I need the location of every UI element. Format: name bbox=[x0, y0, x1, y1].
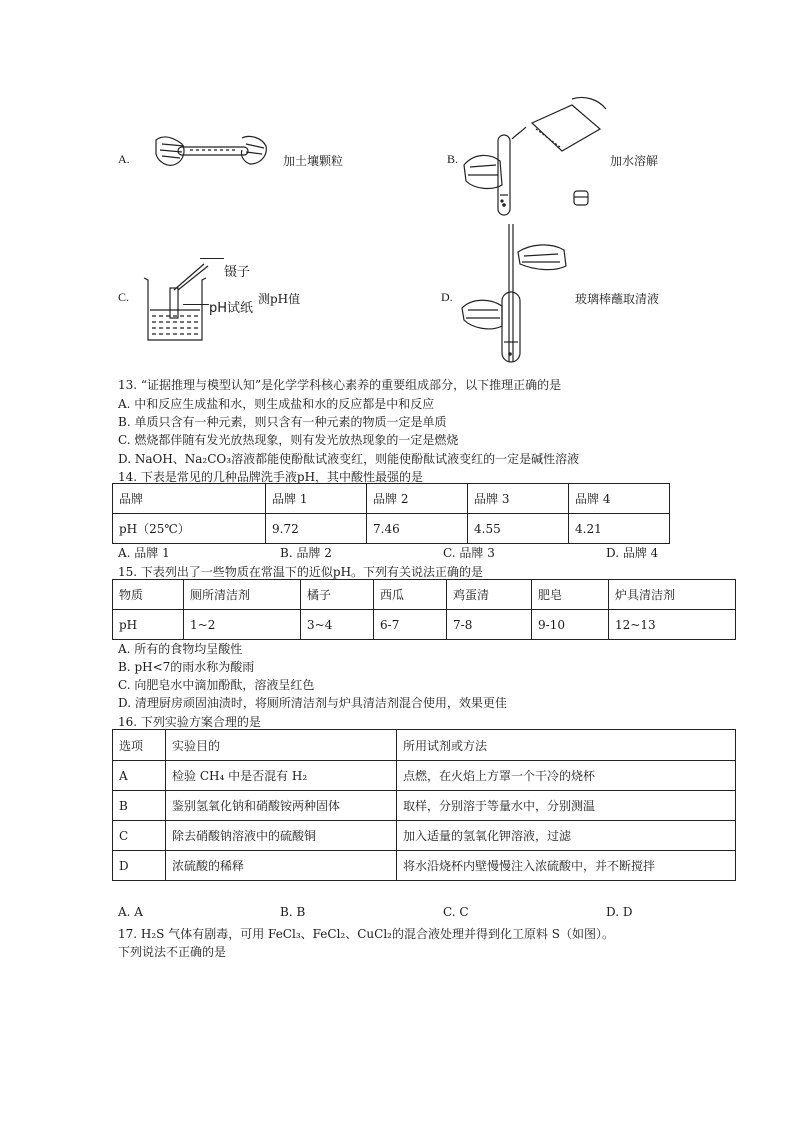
table-cell: 4.21 bbox=[569, 514, 670, 544]
q16-answer-b: B. B bbox=[280, 905, 306, 919]
q16-answer-a: A. A bbox=[118, 905, 143, 919]
table-cell: 加入适量的氢氧化钾溶液，过滤 bbox=[397, 821, 736, 851]
option-d-label: D. bbox=[441, 290, 453, 304]
q15-option-b: B. pH<7的雨水称为酸雨 bbox=[118, 660, 255, 674]
q15-table bbox=[112, 579, 736, 640]
table-cell: 检验 CH₄ 中是否混有 H₂ bbox=[166, 761, 397, 791]
table-cell: 品牌 4 bbox=[569, 484, 670, 514]
table-row bbox=[113, 730, 736, 761]
table-cell: 西瓜 bbox=[374, 580, 447, 610]
table-cell: 取样，分别溶于等量水中，分别测温 bbox=[397, 791, 736, 821]
q14-answer-a: A. 品牌 1 bbox=[118, 546, 170, 560]
table-cell: pH（25℃） bbox=[113, 514, 266, 544]
table-cell: D bbox=[113, 851, 166, 881]
q13-stem: 13. “证据推理与模型认知”是化学学科核心素养的重要组成部分，以下推理正确的是 bbox=[118, 378, 562, 392]
table-row bbox=[113, 761, 736, 791]
q16-answer-d: D. D bbox=[606, 905, 633, 919]
option-d-caption: 玻璃棒蘸取清液 bbox=[575, 292, 660, 306]
table-row bbox=[113, 484, 670, 514]
table-cell: 6-7 bbox=[374, 610, 447, 640]
q13-option-a: A. 中和反应生成盐和水，则生成盐和水的反应都是中和反应 bbox=[118, 397, 435, 411]
option-b-label: B. bbox=[447, 152, 459, 166]
table-row bbox=[113, 610, 736, 640]
table-cell: 3~4 bbox=[301, 610, 374, 640]
table-row bbox=[113, 851, 736, 881]
table-cell: 4.55 bbox=[468, 514, 569, 544]
ph-paper-pointer-line bbox=[183, 304, 209, 305]
table-cell: 品牌 bbox=[113, 484, 266, 514]
shake-test-tube-figure bbox=[150, 130, 270, 180]
table-row bbox=[113, 821, 736, 851]
table-cell: 厕所清洁剂 bbox=[184, 580, 301, 610]
table-cell: pH bbox=[113, 610, 184, 640]
table-cell: 鉴别氢氧化钠和硝酸铵两种固体 bbox=[166, 791, 397, 821]
table-cell: 7.46 bbox=[367, 514, 468, 544]
table-cell: 1~2 bbox=[184, 610, 301, 640]
pour-water-figure bbox=[462, 95, 612, 220]
option-b-caption: 加水溶解 bbox=[610, 154, 659, 168]
table-cell: B bbox=[113, 791, 166, 821]
table-cell: 肥皂 bbox=[532, 580, 609, 610]
q16-answer-c: C. C bbox=[443, 905, 469, 919]
q17-line1: 17. H₂S 气体有剧毒，可用 FeCl₃、FeCl₂、CuCl₂的混合液处理并得到化工原料 S（如图）。 bbox=[118, 927, 615, 941]
option-c-caption: 测pH值 bbox=[258, 292, 301, 306]
tweezers-label: 镊子 bbox=[224, 265, 251, 280]
glass-rod-figure bbox=[460, 222, 570, 367]
table-cell: 点燃，在火焰上方罩一个干冷的烧杯 bbox=[397, 761, 736, 791]
ph-paper-label: pH试纸 bbox=[209, 301, 254, 316]
table-cell: 7-8 bbox=[447, 610, 532, 640]
q13-option-c: C. 燃烧都伴随有发光放热现象，则有发光放热现象的一定是燃烧 bbox=[118, 433, 459, 447]
table-row bbox=[113, 580, 736, 610]
table-cell: 鸡蛋清 bbox=[447, 580, 532, 610]
table-cell: 品牌 1 bbox=[266, 484, 367, 514]
table-cell: 除去硝酸钠溶液中的硫酸铜 bbox=[166, 821, 397, 851]
q13-option-b: B. 单质只含有一种元素，则只含有一种元素的物质一定是单质 bbox=[118, 415, 447, 429]
q14-answer-c: C. 品牌 3 bbox=[443, 546, 495, 560]
q14-answer-d: D. 品牌 4 bbox=[606, 546, 659, 560]
table-cell: 实验目的 bbox=[166, 730, 397, 761]
q15-option-c: C. 向肥皂水中滴加酚酞，溶液呈红色 bbox=[118, 678, 315, 692]
table-cell: 所用试剂或方法 bbox=[397, 730, 736, 761]
table-cell: 12~13 bbox=[609, 610, 736, 640]
q16-stem: 16. 下列实验方案合理的是 bbox=[118, 715, 261, 729]
table-cell: 浓硫酸的稀释 bbox=[166, 851, 397, 881]
table-row bbox=[113, 514, 670, 544]
q13-option-d: D. NaOH、Na₂CO₃溶液都能使酚酞试液变红，则能使酚酞试液变红的一定是碱性溶液 bbox=[118, 452, 580, 466]
table-cell: 9-10 bbox=[532, 610, 609, 640]
q17-line2: 下列说法不正确的是 bbox=[118, 945, 227, 959]
table-cell: 炉具清洁剂 bbox=[609, 580, 736, 610]
table-cell: 选项 bbox=[113, 730, 166, 761]
beaker-ph-figure bbox=[140, 250, 220, 345]
tweezers-pointer-line bbox=[200, 258, 224, 259]
option-c-label: C. bbox=[118, 290, 130, 304]
q14-stem: 14. 下表是常见的几种品牌洗手液pH，其中酸性最强的是 bbox=[118, 470, 424, 484]
q14-answer-b: B. 品牌 2 bbox=[280, 546, 332, 560]
table-row bbox=[113, 791, 736, 821]
table-cell: C bbox=[113, 821, 166, 851]
q15-stem: 15. 下表列出了一些物质在常温下的近似pH。下列有关说法正确的是 bbox=[118, 565, 484, 579]
table-cell: 品牌 2 bbox=[367, 484, 468, 514]
q16-table bbox=[112, 729, 736, 881]
table-cell: 物质 bbox=[113, 580, 184, 610]
q14-table bbox=[112, 483, 670, 544]
q15-option-d: D. 清理厨房顽固油渍时，将厕所清洁剂与炉具清洁剂混合使用，效果更佳 bbox=[118, 696, 507, 710]
table-cell: 橘子 bbox=[301, 580, 374, 610]
q15-option-a: A. 所有的食物均呈酸性 bbox=[118, 642, 243, 656]
option-a-caption: 加土壤颗粒 bbox=[283, 154, 344, 168]
table-cell: 将水沿烧杯内壁慢慢注入浓硫酸中，并不断搅拌 bbox=[397, 851, 736, 881]
table-cell: 9.72 bbox=[266, 514, 367, 544]
table-cell: 品牌 3 bbox=[468, 484, 569, 514]
option-a-label: A. bbox=[118, 152, 130, 166]
table-cell: A bbox=[113, 761, 166, 791]
